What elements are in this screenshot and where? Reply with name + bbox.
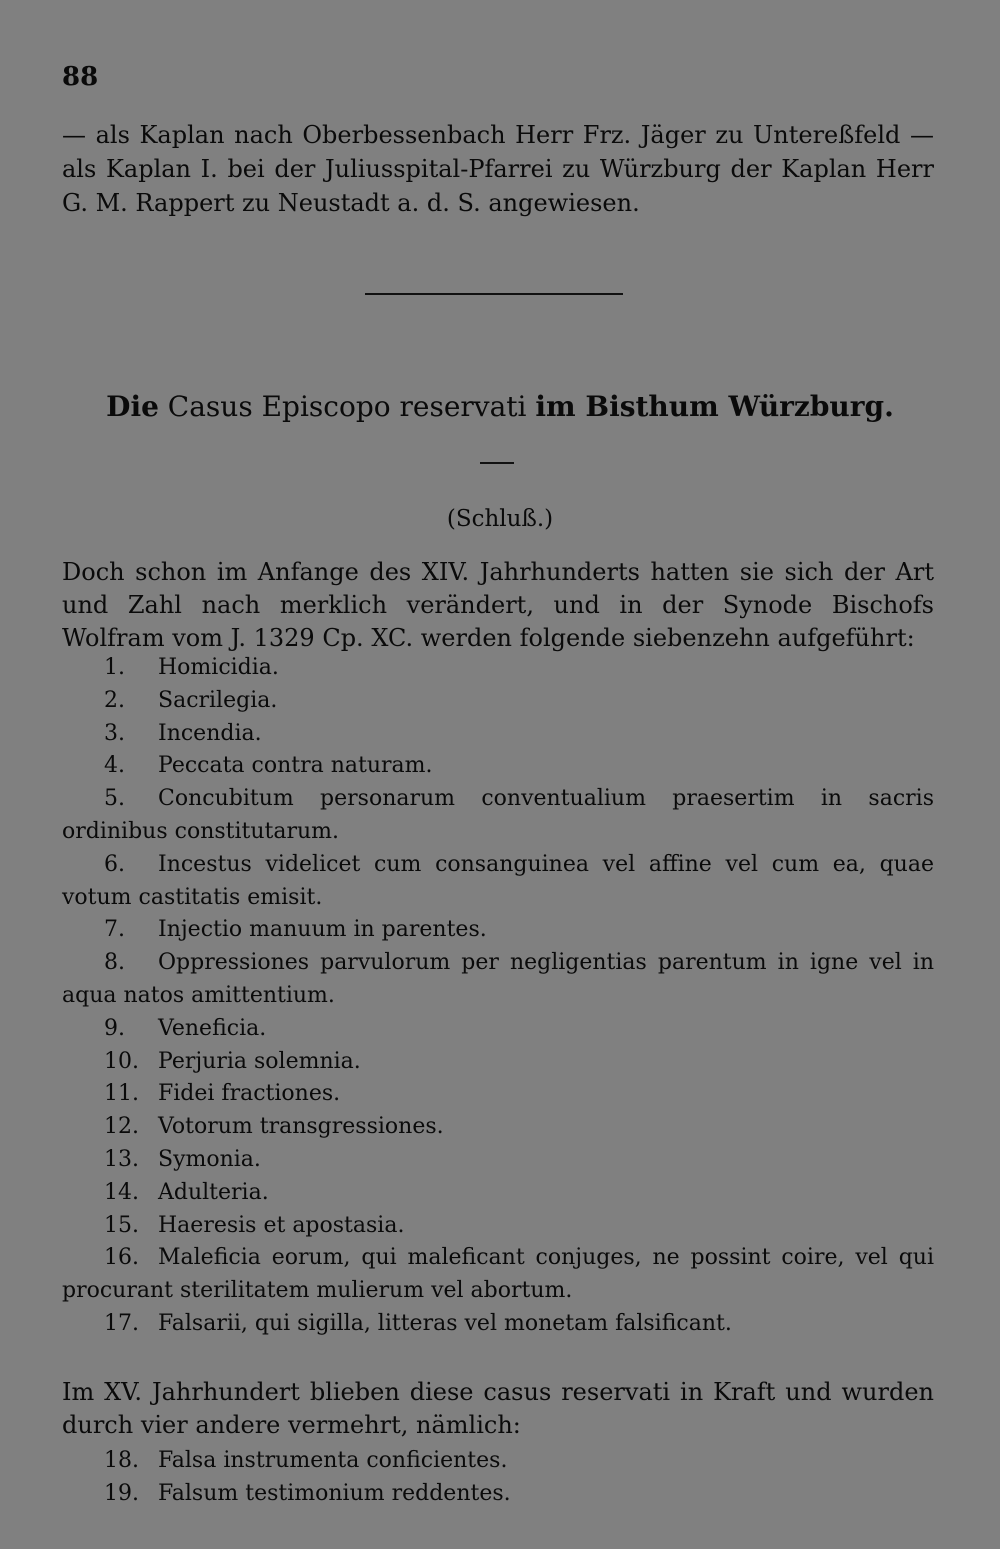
list-item <box>62 1308 934 1341</box>
list-item-text: Falsa instrumenta conficientes. <box>158 1448 508 1473</box>
list-item-number: 5. <box>104 786 125 812</box>
body-paragraph-2: Im XV. Jahrhundert blieben diese casus reservati in Kraft und wurden durch vier andere vermehrt, nämlich: <box>62 1378 934 1439</box>
list-item <box>62 1013 934 1046</box>
list-item <box>62 750 934 783</box>
page-number: 88 <box>62 62 99 92</box>
list-item-text: Homicidia. <box>158 655 279 680</box>
list-item-number: 12. <box>104 1114 139 1140</box>
list-item-text: Perjuria solemnia. <box>158 1048 361 1074</box>
list-item-text: Haeresis et apostasia. <box>158 1212 405 1238</box>
list-item-text: Veneficia. <box>158 1015 267 1041</box>
heading-latin: Casus Episcopo reservati <box>167 390 527 423</box>
list-item-number: 4. <box>104 753 125 779</box>
list-item <box>62 783 934 849</box>
list-item-number: 10. <box>104 1048 139 1074</box>
list-item-number: 7. <box>104 917 125 943</box>
list-item-number: 9. <box>104 1015 125 1041</box>
list-item-text: Falsum testimonium reddentes. <box>158 1481 511 1506</box>
subtitle: (Schluß.) <box>446 506 554 532</box>
list-item-text: Symonia. <box>158 1146 261 1172</box>
list-item-number: 16. <box>104 1245 139 1271</box>
list-item-text: Maleficia eorum, qui maleficant conjuges, ne possint coire, vel qui procurant sterilitatem mulierum vel abortum. <box>62 1245 934 1304</box>
list-item <box>62 1078 934 1111</box>
list-item-number: 13. <box>104 1146 139 1172</box>
list-item-text: Oppressiones parvulorum per negligentias parentum in igne vel in aqua natos amittentium. <box>62 950 934 1008</box>
heading-article: Die <box>106 390 159 423</box>
list-item-number: 17. <box>104 1310 139 1336</box>
list-item-number: 11. <box>104 1081 139 1107</box>
list-item-text: Incendia. <box>158 720 262 746</box>
list-item <box>62 1177 934 1210</box>
list-item <box>62 1444 934 1477</box>
reserved-cases-list <box>62 652 934 1341</box>
list-item-text: Sacrilegia. <box>158 687 278 713</box>
list-item <box>62 914 934 947</box>
list-item-text: Incestus videlicet cum consanguinea vel affine vel cum ea, quae votum castitatis emisit. <box>62 851 934 910</box>
list-item <box>62 1242 934 1308</box>
list-item-number: 15. <box>104 1212 139 1238</box>
list-item <box>62 652 934 685</box>
body-paragraph: Doch schon im Anfange des XIV. Jahrhunderts hatten sie sich der Art und Zahl nach merklich verändert, und in der Synode Bischofs Wolfram vom J. 1329 Cp. XC. werden folgende siebenzehn aufgeführt: <box>62 558 934 652</box>
list-item-text: Falsarii, qui sigilla, litteras vel monetam falsificant. <box>158 1310 732 1336</box>
heading-location: im Bisthum Würzburg. <box>535 390 894 423</box>
list-item-text: Concubitum personarum conventualium praesertim in sacris ordinibus constitutarum. <box>62 786 934 844</box>
heading-divider <box>480 462 514 464</box>
list-item <box>62 685 934 718</box>
list-item <box>62 947 934 1013</box>
list-item <box>62 1210 934 1243</box>
list-item-text: Peccata contra naturam. <box>158 753 433 779</box>
list-item-number: 14. <box>104 1179 139 1205</box>
section-divider <box>365 293 623 295</box>
intro-paragraph: — als Kaplan nach Oberbessenbach Herr Frz. Jäger zu Untereßfeld — als Kaplan I. bei der Juliusspital-Pfarrei zu Würzburg der Kaplan Herr G. M. Rappert zu Neustadt a. d. S. angewiesen. <box>62 121 934 217</box>
list-item <box>62 718 934 751</box>
list-item <box>62 1046 934 1079</box>
list-item-number: 6. <box>104 851 125 877</box>
list-item-number: 18. <box>104 1448 139 1473</box>
list-item-number: 19. <box>104 1481 139 1506</box>
list-item <box>62 1477 934 1510</box>
list-item <box>62 1111 934 1144</box>
list-item-text: Injectio manuum in parentes. <box>158 917 487 943</box>
additional-cases-list <box>62 1444 934 1510</box>
list-item-number: 1. <box>104 655 125 680</box>
list-item-text: Votorum transgressiones. <box>158 1114 444 1140</box>
list-item <box>62 1144 934 1177</box>
list-item <box>62 849 934 915</box>
list-item-number: 8. <box>104 950 125 976</box>
list-item-number: 2. <box>104 687 125 713</box>
section-heading <box>0 390 1000 423</box>
list-item-number: 3. <box>104 720 125 746</box>
list-item-text: Adulteria. <box>158 1179 269 1205</box>
list-item-text: Fidei fractiones. <box>158 1081 341 1107</box>
